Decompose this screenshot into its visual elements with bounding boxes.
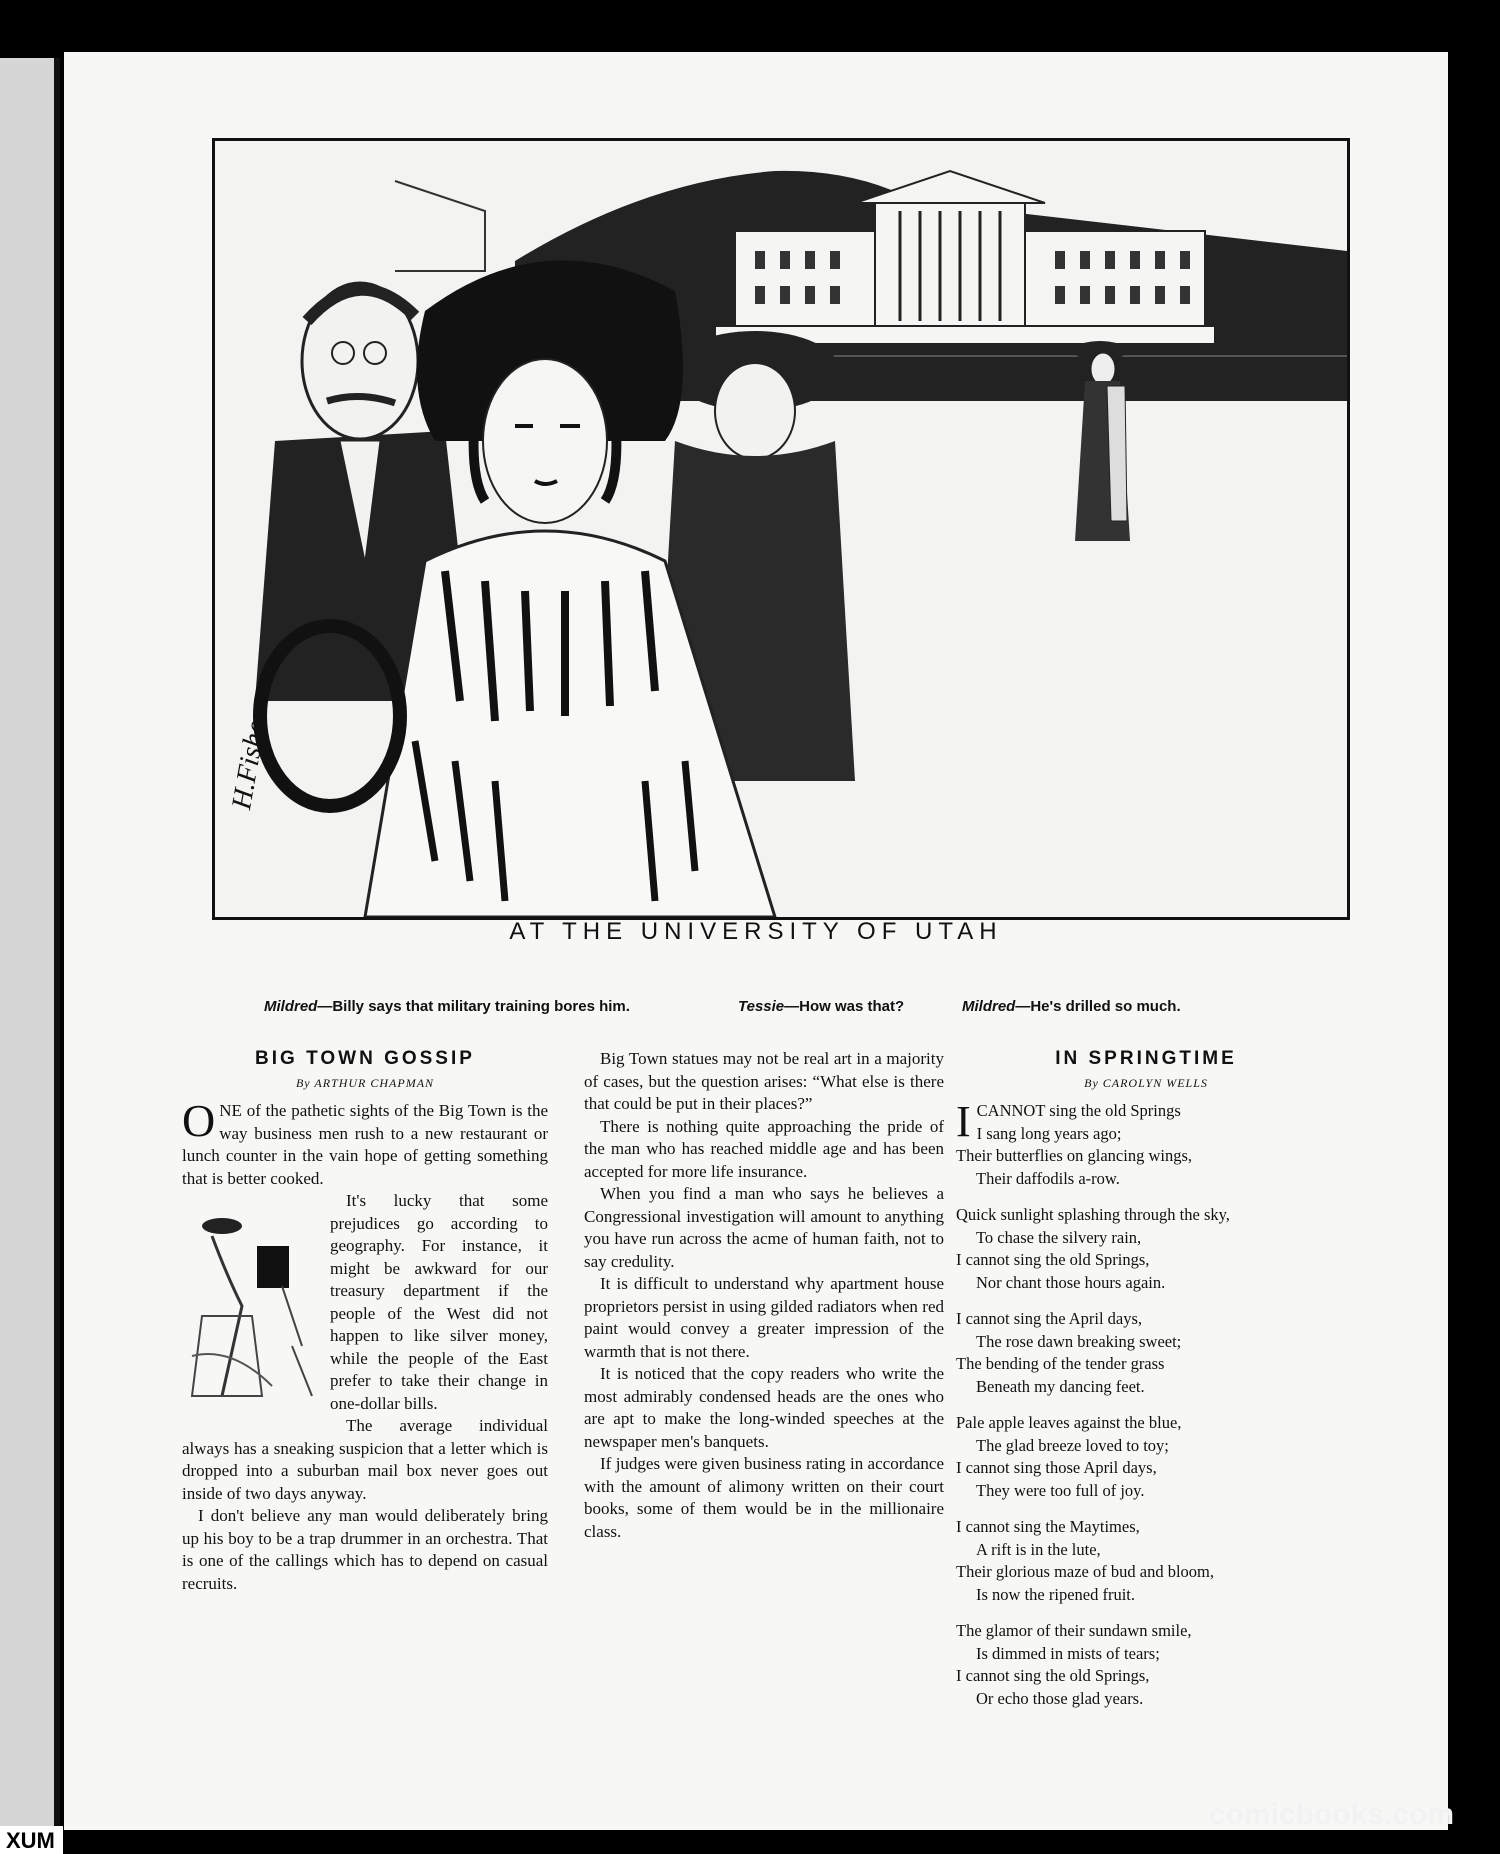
caption-dialogue-2 bbox=[738, 998, 904, 1015]
dialogue-text: —Billy says that military training bores him. bbox=[317, 998, 630, 1015]
paragraph: If judges were given business rating in accordance with the amount of alimony written on their court books, some of them would be in the millionaire class. bbox=[584, 1454, 944, 1541]
poem-line: I cannot sing the Maytimes, bbox=[956, 1517, 1140, 1536]
dialogue-text: —He's drilled so much. bbox=[1015, 998, 1181, 1015]
poem-title: IN SPRINGTIME bbox=[1055, 1048, 1237, 1069]
illustration bbox=[212, 138, 1350, 920]
poem-line: The glad breeze loved to toy; bbox=[976, 1435, 1169, 1455]
dialogue-text: —How was that? bbox=[784, 998, 905, 1015]
poem-line: Nor chant those hours again. bbox=[976, 1272, 1166, 1292]
left-building bbox=[395, 181, 485, 271]
corner-tag: XUM bbox=[0, 1826, 63, 1854]
paragraph: I don't believe any man would deliberately bring up his boy to be a trap drummer in an orchestra. That is one of the callings which has to depend on casual recruits. bbox=[182, 1506, 548, 1593]
paragraph: ONE of the pathetic sights of the Big Town is the way business men rush to a new restaurant or lunch counter in the vain hope of getting something that is better cooked. bbox=[182, 1095, 548, 1188]
poem-line: Pale apple leaves against the blue, bbox=[956, 1413, 1182, 1432]
stanza bbox=[956, 1204, 1336, 1294]
poem-line: Their daffodils a-row. bbox=[976, 1168, 1120, 1188]
paragraph: It is difficult to understand why apartment house proprietors persist in using gilded radiators when red paint would convey a greater impression of the warmth that is not there. bbox=[584, 1274, 944, 1361]
site-watermark: comicbooks.com bbox=[1208, 1798, 1454, 1831]
poem-line: Is now the ripened fruit. bbox=[976, 1584, 1135, 1604]
drop-cap: I bbox=[956, 1097, 971, 1146]
speaker-name: Mildred bbox=[962, 998, 1016, 1015]
poem-line: I sang long years ago; bbox=[976, 1123, 1122, 1143]
paragraph: The average individual always has a sneaking suspicion that a letter which is dropped into a suburban mail box never goes out inside of two days anyway. bbox=[182, 1416, 548, 1503]
paragraph: There is nothing quite approaching the pride of the man who has reached middle age and has been accepted for more life insurance. bbox=[584, 1116, 944, 1181]
poem-column bbox=[956, 1048, 1336, 1724]
caption-title: AT THE UNIVERSITY OF UTAH bbox=[509, 918, 1003, 945]
paragraph: It is noticed that the copy readers who write the most admirably condensed heads are the ones who are apt to make the long-winded speeches at the newspaper men's banquets. bbox=[584, 1364, 944, 1451]
poem-line: The rose dawn breaking sweet; bbox=[976, 1331, 1182, 1351]
article-byline: By ARTHUR CHAPMAN bbox=[295, 1075, 435, 1090]
drummer-sketch bbox=[182, 1196, 320, 1414]
poem-line: Their butterflies on glancing wings, bbox=[956, 1146, 1192, 1165]
illustration-drawing bbox=[215, 141, 1347, 917]
poem-line: A rift is in the lute, bbox=[976, 1539, 1101, 1559]
caption-dialogue-3 bbox=[962, 998, 1181, 1015]
poem-line: They were too full of joy. bbox=[976, 1480, 1145, 1500]
poem-line: Beneath my dancing feet. bbox=[976, 1376, 1145, 1396]
caption-dialogue-1 bbox=[264, 998, 630, 1015]
poem-line: Or echo those glad years. bbox=[976, 1688, 1144, 1708]
speaker-name: Tessie bbox=[738, 998, 785, 1015]
drop-cap: O bbox=[182, 1095, 216, 1146]
speaker-name: Mildred bbox=[264, 998, 318, 1015]
spot-illustration bbox=[182, 1196, 320, 1414]
poem-line: Is dimmed in mists of tears; bbox=[976, 1643, 1160, 1663]
magazine-page bbox=[64, 52, 1448, 1830]
stanza bbox=[956, 1516, 1336, 1606]
gossip-column-2 bbox=[584, 1048, 944, 1543]
left-page-edge bbox=[0, 58, 60, 1826]
stanza bbox=[956, 1412, 1336, 1502]
stanza bbox=[956, 1620, 1336, 1710]
poem-line: I cannot sing the April days, bbox=[956, 1309, 1143, 1328]
poem-line: To chase the silvery rain, bbox=[976, 1227, 1142, 1247]
stanza bbox=[956, 1308, 1336, 1398]
poem-line: Quick sunlight splashing through the sky, bbox=[956, 1205, 1230, 1224]
illustrator-signature: H.Fisher bbox=[226, 707, 275, 812]
poem-line: The bending of the tender grass bbox=[956, 1354, 1165, 1373]
paragraph: It's lucky that some prejudices go according to geography. For instance, it might be awkward for our treasury department if the people of the West did not happen to like silver money, while the people of the East prefer to take their change in one-dollar bills. bbox=[330, 1191, 548, 1413]
poem-line: I cannot sing the old Springs, bbox=[956, 1250, 1150, 1269]
poem-byline: By CAROLYN WELLS bbox=[1084, 1075, 1208, 1090]
poem-line: I cannot sing those April days, bbox=[956, 1458, 1157, 1477]
paragraph: When you find a man who says he believes a Congressional investigation will amount to anything you have run across the acme of human faith, not to say credulity. bbox=[584, 1184, 944, 1271]
poem-line: The glamor of their sundawn smile, bbox=[956, 1621, 1192, 1640]
poem-line: CANNOT sing the old Springs bbox=[976, 1101, 1181, 1120]
gossip-column-1 bbox=[182, 1048, 548, 1595]
stanza bbox=[956, 1097, 1336, 1190]
paragraph: Big Town statues may not be real art in a majority of cases, but the question arises: “What else is there that could be put in their places?” bbox=[584, 1049, 944, 1113]
poem-line: I cannot sing the old Springs, bbox=[956, 1666, 1150, 1685]
article-title: BIG TOWN GOSSIP bbox=[255, 1048, 475, 1069]
poem-line: Their glorious maze of bud and bloom, bbox=[956, 1562, 1214, 1581]
